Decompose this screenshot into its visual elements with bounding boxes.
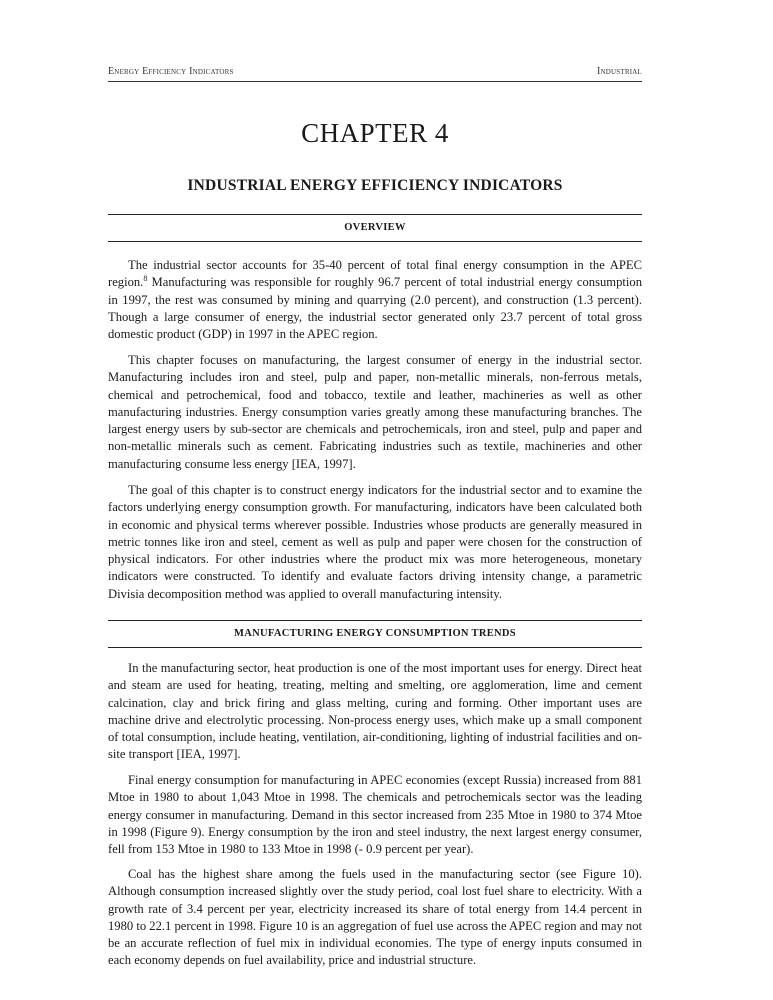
paragraph: Coal has the highest share among the fuels used in the manufacturing sector (see Figure 10). Although consumption increased slightly over the study period, coal lost fuel share to electricity. With a growth rate of 3.4 percent per year, electricity increased its share of total energy from 14.4 percent in 1980 to 22.1 percent in 1998. Figure 10 is an aggregation of fuel use across the APEC region and may not be an accurate reflection of fuel mix in individual economies. The type of energy inputs consumed in each economy depends on fuel availability, price and industrial structure. xyxy=(108,867,642,968)
section-rule-bottom xyxy=(108,241,642,242)
section-rule-bottom xyxy=(108,647,642,648)
running-header xyxy=(108,66,642,80)
paragraph: Final energy consumption for manufacturing in APEC economies (except Russia) increased from 881 Mtoe in 1980 to about 1,043 Mtoe in 1998. The chemicals and petrochemicals sector was the leading energy consumer in manufacturing. Demand in this sector increased from 235 Mtoe in 1980 to 374 Mtoe in 1998 (Figure 9). Energy consumption by the iron and steel industry, the next largest energy consumer, fell from 153 Mtoe in 1980 to 133 Mtoe in 1998 (- 0.9 percent per year). xyxy=(108,773,642,857)
running-header-right: Industrial xyxy=(597,66,642,77)
section-heading-manufacturing-trends xyxy=(108,620,642,648)
section-heading-label: MANUFACTURING ENERGY CONSUMPTION TRENDS xyxy=(234,628,516,639)
running-header-left: Energy Efficiency Indicators xyxy=(108,66,234,77)
paragraph-text-continued: Manufacturing was responsible for roughly 96.7 percent of total industrial energy consumption in 1997, the rest was consumed by mining and quarrying (2.0 percent), and construction (1.3 percent). Though a large consumer of energy, the industrial sector generated only 23.7 percent of total gross domestic product (GDP) in 1997 in the APEC region. xyxy=(108,275,642,342)
paragraph: This chapter focuses on manufacturing, the largest consumer of energy in the industrial sector. Manufacturing includes iron and steel, pulp and paper, non-metallic minerals, non-ferrous metals, chemical and petrochemical, food and tobacco, textile and leather, machineries as well as other manufacturing industries. Energy consumption varies greatly among these manufacturing branches. The largest energy users by sub-sector are chemicals and petrochemicals, iron and steel, pulp and paper and non-metallic minerals such as cement. Fabricating industries such as textile, machineries and other manufacturing consume less energy [IEA, 1997]. xyxy=(108,353,642,471)
paragraph: In the manufacturing sector, heat production is one of the most important uses for energy. Direct heat and steam are used for heating, treating, melting and smelting, ore agglomeration, lime and cement calcination, clay and brick firing and glass melting, curing and forming. Other important uses are machine drive and electrolytic processing. Non-process energy uses, which make up a small component of total consumption, include heating, ventilation, air-conditioning, lighting of industrial facilities and on-site transport [IEA, 1997]. xyxy=(108,661,642,762)
chapter-subtitle: INDUSTRIAL ENERGY EFFICIENCY INDICATORS xyxy=(187,177,563,194)
paragraph xyxy=(108,257,642,343)
section-heading-label: OVERVIEW xyxy=(344,222,406,233)
section-heading-overview xyxy=(108,214,642,242)
header-rule xyxy=(108,81,642,82)
paragraph: The goal of this chapter is to construct energy indicators for the industrial sector and to examine the factors underlying energy consumption growth. For manufacturing, indicators have been calculated both in economic and physical terms wherever possible. Industries whose products are generally measured in metric tonnes like iron and steel, cement as well as pulp and paper were chosen for the construction of physical indicators. For other industries where the product mix was more heterogeneous, monetary indicators were constructed. To identify and evaluate factors driving intensity change, a parametric Divisia decomposition method was applied to overall manufacturing intensity. xyxy=(108,483,642,601)
footnote-marker: 8 xyxy=(143,274,148,284)
paragraph-text: The industrial sector accounts for 35-40 percent of total final energy consumption in the APEC region. xyxy=(108,258,642,290)
chapter-title: CHAPTER 4 xyxy=(301,118,449,148)
